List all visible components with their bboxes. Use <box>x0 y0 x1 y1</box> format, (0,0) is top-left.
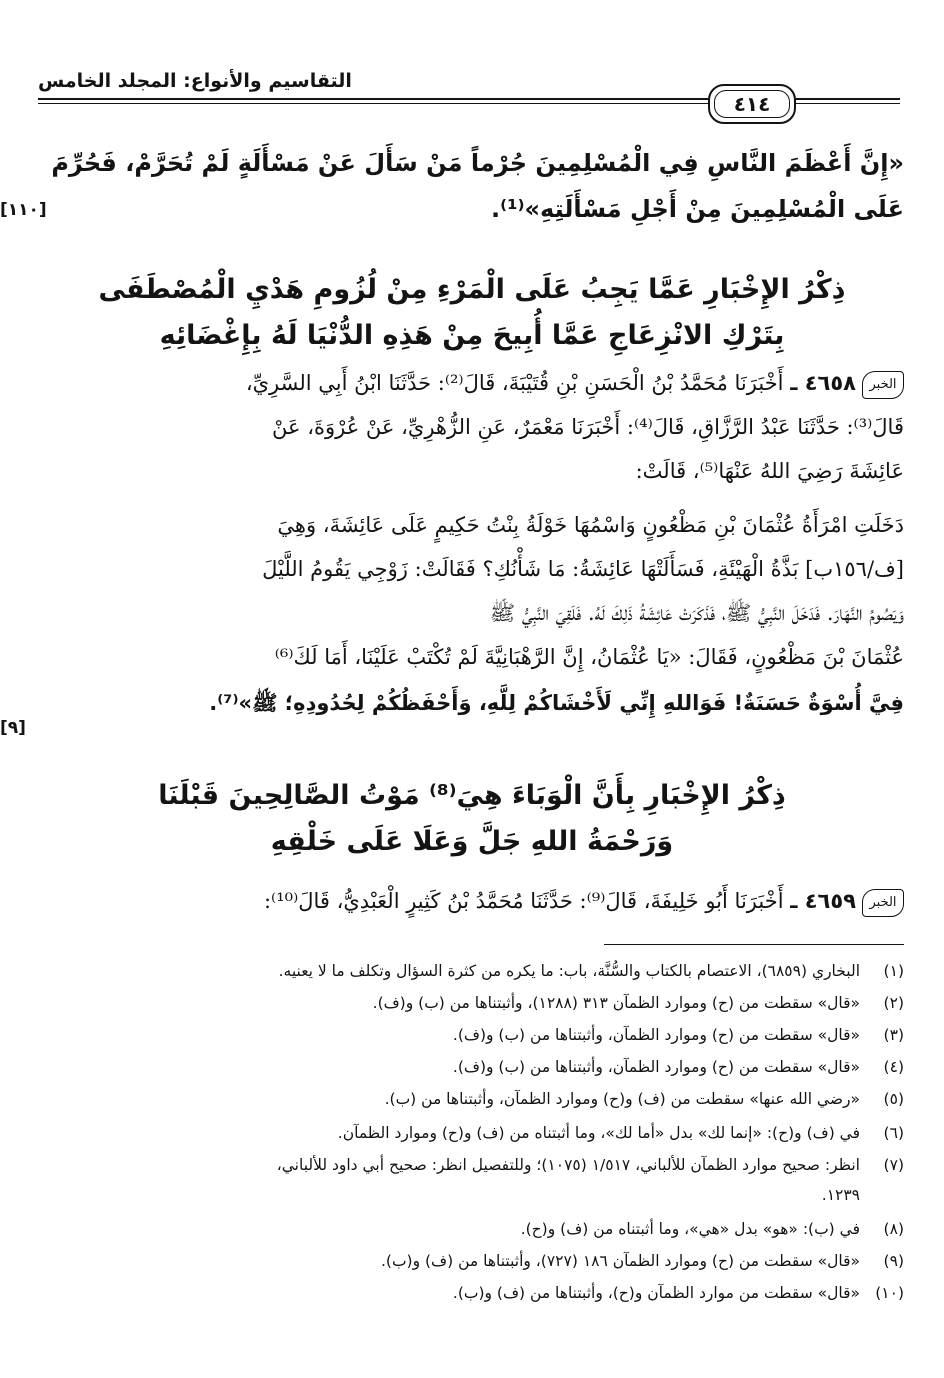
section-heading-1-line-1: ذِكْرُ الإِخْبَارِ عَمَّا يَجِبُ عَلَى الْمَرْءِ مِنْ لُزُومِ هَدْيِ الْمُصْطَفَى <box>98 274 846 305</box>
footnote-9: (٩)«قال» سقطت من (ح) وموارد الظمآن ١٨٦ (٧٢٧)، وأثبتناها من (ف) و(ب). <box>380 1252 904 1270</box>
footnote-2: (٢)«قال» سقطت من (ح) وموارد الظمآن ٣١٣ (١٢٨٨)، وأثبتناها من (ب) و(ف). <box>372 994 904 1012</box>
page-number-frame <box>708 84 796 124</box>
footnote-8: (٨)في (ب): «هو» بدل «هي»، وما أثبتناه من (ف) و(ح). <box>520 1220 904 1238</box>
hadith-4658-matn-line-3: وَيَصُومُ النَّهَارَ. فَدَخَلَ النَّبِيُّ ﷺ، فَذَكَرَتْ عَائِشَةُ ذَلِكَ لَهُ. فَلَقِيَ النَّبِيُّ ﷺ <box>489 601 904 625</box>
section-heading-2-line-1: ذِكْرُ الإِخْبَارِ بِأَنَّ الْوَبَاءَ هِيَ⁽⁸⁾ مَوْتُ الصَّالِحِينَ قَبْلَنَا <box>158 780 786 811</box>
section-heading-2-line-2: وَرَحْمَةُ اللهِ جَلَّ وَعَلَا عَلَى خَلْقِهِ <box>270 826 674 857</box>
hadith-4658-matn-line-1: دَخَلَتِ امْرَأَةُ عُثْمَانَ بْنِ مَظْعُونٍ وَاسْمُهَا خَوْلَةُ بِنْتُ حَكِيمٍ عَلَى عَائِشَةَ، وَهِيَ <box>277 513 904 537</box>
page-header <box>38 72 900 124</box>
footnote-1: (١)البخاري (٦٨٥٩)، الاعتصام بالكتاب والسُّنَّة، باب: ما يكره من كثرة السؤال وتكلف ما لا يعنيه. <box>278 962 904 980</box>
hadith-4658-isnad-line-3: عَائِشَةَ رَضِيَ اللهُ عَنْهَا⁽⁵⁾، قَالَتْ: <box>635 459 904 483</box>
footnote-6: (٦)في (ف) و(ح): «إنما لك» بدل «أما لك»، وما أثبتناه من (ف) و(ح) وموارد الظمآن. <box>337 1124 904 1142</box>
hadith-4658-matn-line-2: [ف/١٥٦ب] بَذَّةُ الْهَيْئَةِ، فَسَأَلَتْهَا عَائِشَةُ: مَا شَأْنُكِ؟ فَقَالَتْ: زَوْجِي يَقُومُ اللَّيْلَ <box>262 557 904 581</box>
footnote-7-continuation: ١٢٣٩. <box>821 1186 860 1204</box>
reference-number-110: [١١٠] <box>0 200 47 220</box>
page-number: ٤١٤ <box>714 90 790 118</box>
isnad-text: أَخْبَرَنَا أَبُو خَلِيفَةَ، قَالَ⁽⁹⁾: حَدَّثَنَا مُحَمَّدُ بْنُ كَثِيرٍ الْعَبْدِيُّ، قَالَ⁽¹⁰⁾: <box>263 889 784 913</box>
hadith-number: ٤٦٥٨ ـ <box>790 371 856 395</box>
hadith-4658-isnad-line-1 <box>40 362 904 404</box>
footnote-5: (٥)«رضي الله عنها» سقطت من (ف) و(ح) وموارد الظمآن، وأثبتناها من (ب). <box>384 1090 904 1108</box>
hadith-4658-isnad-line-2: قَالَ⁽³⁾: حَدَّثَنَا عَبْدُ الرَّزَّاقِ، قَالَ⁽⁴⁾: أَخْبَرَنَا مَعْمَرٌ، عَنِ الزُّهْرِيِّ، عَنْ عُرْوَةَ، عَنْ <box>272 415 904 439</box>
reference-number-9: [٩] <box>0 718 26 738</box>
isnad-text: أَخْبَرَنَا مُحَمَّدُ بْنُ الْحَسَنِ بْنِ قُتَيْبَةَ، قَالَ⁽²⁾: حَدَّثَنَا ابْنُ أَبِي السَّرِيِّ، <box>245 371 784 395</box>
hadith-number: ٤٦٥٩ ـ <box>790 889 856 913</box>
hadith-110-line-2: عَلَى الْمُسْلِمِينَ مِنْ أَجْلِ مَسْأَلَتِهِ»⁽¹⁾. <box>491 195 904 223</box>
hadith-4658-matn-line-4: عُثْمَانَ بْنَ مَظْعُونٍ، فَقَالَ: «يَا عُثْمَانُ، إِنَّ الرَّهْبَانِيَّةَ لَمْ تُكْتَبْ عَلَيْنَا، أَمَا لَكَ⁽⁶⁾ <box>274 645 904 669</box>
running-title: التقاسيم والأنواع: المجلد الخامس <box>38 70 358 92</box>
hadith-110-line-1: «إِنَّ أَعْظَمَ النَّاسِ فِي الْمُسْلِمِينَ جُرْماً مَنْ سَأَلَ عَنْ مَسْأَلَةٍ لَمْ تُحَرَّمْ، فَحُرِّمَ <box>51 149 904 177</box>
khabar-seal-icon: الخبر <box>862 889 904 917</box>
hadith-4658-matn-line-5: فِيَّ أُسْوَةٌ حَسَنَةٌ! فَوَاللهِ إِنِّي لَأَخْشَاكُمْ لِلَّهِ، وَأَحْفَظُكُمْ لِحُدُودِهِ؛ ﷺ»⁽⁷⁾. <box>209 691 904 715</box>
footnote-10: (١٠)«قال» سقطت من موارد الظمآن و(ح)، وأثبتناها من (ف) و(ب). <box>452 1284 904 1302</box>
section-heading-1-line-2: بِتَرْكِ الانْزِعَاجِ عَمَّا أُبِيحَ مِنْ هَذِهِ الدُّنْيَا لَهُ بِإِغْضَائِهِ <box>159 320 785 351</box>
footnote-7: (٧)انظر: صحيح موارد الظمآن للألباني، ١/٥١٧ (١٠٧٥)؛ وللتفصيل انظر: صحيح أبي داود للألباني، <box>276 1156 904 1174</box>
footnote-3: (٣)«قال» سقطت من (ح) وموارد الظمآن، وأثبتناها من (ب) و(ف). <box>452 1026 904 1044</box>
footnote-4: (٤)«قال» سقطت من (ح) وموارد الظمآن، وأثبتناها من (ب) و(ف). <box>452 1058 904 1076</box>
khabar-seal-icon: الخبر <box>862 371 904 399</box>
hadith-4659-isnad-line-1 <box>40 880 904 922</box>
